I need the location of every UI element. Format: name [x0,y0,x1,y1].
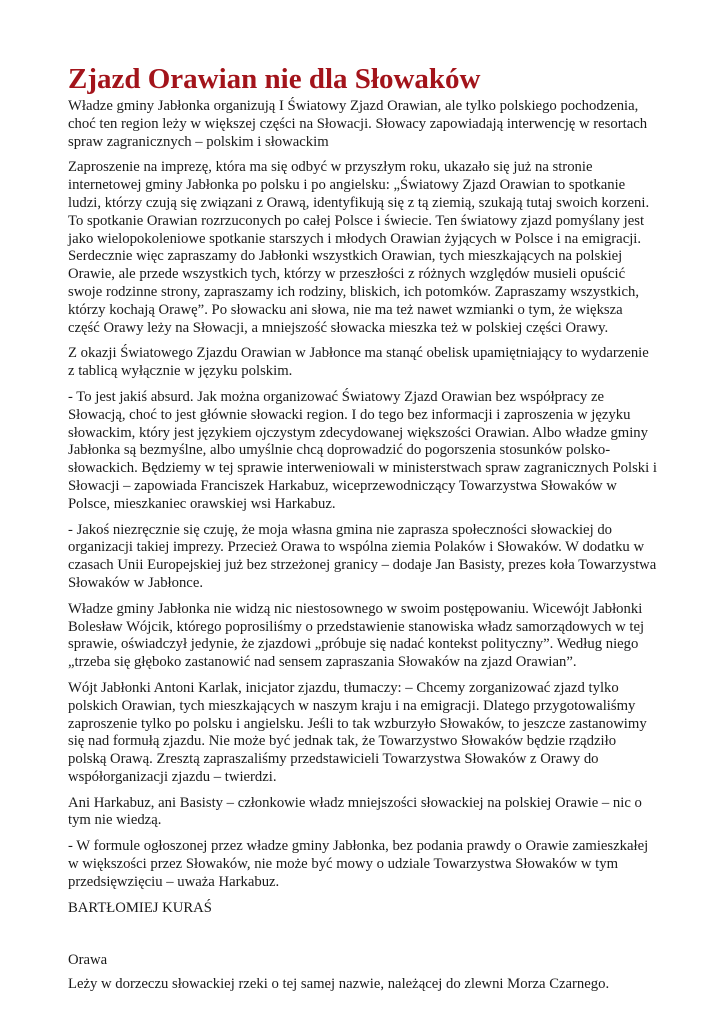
article-paragraph: - To jest jakiś absurd. Jak można organizować Światowy Zjazd Orawian bez współpracy ze Słowacją, choć to jest głównie słowacki region. I do tego bez informacji i zaproszenia w języku słowackim, który jest językiem ojczystym zdecydowanej większości Orawian. Albo władze gminy Jabłonka są bezmyślne, albo umyślnie chcą doprowadzić do pogorszenia stosunków polsko-słowackich. Będziemy w tej sprawie interweniowali w ministerstwach spraw zagranicznych Polski i Słowacji – zapowiada Franciszek Harkabuz, wiceprzewodniczący Towarzystwa Słowaków w Polsce, mieszkaniec orawskiej wsi Harkabuz. [68,388,657,512]
article-paragraph: Z okazji Światowego Zjazdu Orawian w Jabłonce ma stanąć obelisk upamiętniający to wydarzenie z tablicą wyłącznie w języku polskim. [68,345,649,380]
article-paragraph: Władze gminy Jabłonka nie widzą nic niestosownego w swoim postępowaniu. Wicewójt Jabłonki Bolesław Wójcik, którego poprosiliśmy o przedstawienie stanowiska władz samorządowych w tej sprawie, oświadczył jedynie, że zjazdowi „próbuje się nadać kontekst polityczny”. Według niego „trzeba się głęboko zastanowić nad sensem zapraszania Słowaków na zjazd Orawian”. [68,600,645,671]
article-paragraph: Wójt Jabłonki Antoni Karlak, inicjator zjazdu, tłumaczy: – Chcemy zorganizować zjazd tylko polskich Orawian, tych mieszkających w naszym kraju i na emigracji. Dlatego przygotowaliśmy zaproszenie tylko po polsku i angielsku. Jeśli to tak wzburzyło Słowaków, to jeszcze zastanowimy się nad formułą zjazdu. Nie może być jednak tak, że Towarzystwo Słowaków będzie rządziło polską Orawą. Zresztą zapraszaliśmy przedstawicieli Towarzystwa Słowaków z Orawy do współorganizacji zjazdu – twierdzi. [68,679,647,785]
section-spacer [68,925,658,952]
article-paragraph: Zaproszenie na imprezę, która ma się odbyć w przyszłym roku, ukazało się już na stronie internetowej gminy Jabłonka po polsku i po angielsku: „Światowy Zjazd Orawian to spotkanie ludzi, którzy czują się związani z Orawą, identyfikują się z tą ziemią, szukają tutaj swoich korzeni. To spotkanie Orawian rozrzuconych po całej Polsce i świecie. Ten światowy zjazd pomyślany jest jako wielopokoleniowe spotkanie starszych i młodych Orawian żyjących w Polsce i na emigracji. Serdecznie więc zapraszamy do Jabłonki wszystkich Orawian, tych mieszkających na polskiej Orawie, ale przede wszystkich tych, którzy w przeszłości z różnych względów musieli opuścić swoje rodzinne strony, zapraszamy ich rodziny, bliskich, ich potomków. Zapraszamy wszystkich, którzy kochają Orawę”. Po słowacku ani słowa, nie ma też nawet wzmianki o tym, że większa część Orawy leży na Słowacji, a mniejszość słowacka mieszka też w polskiej części Orawy. [68,159,650,336]
article [68,62,658,1002]
article-paragraph: - Jakoś niezręcznie się czuję, że moja własna gmina nie zaprasza społeczności słowackiej do organizacji takiej imprezy. Przecież Orawa to wspólna ziemia Polaków i Słowaków. W dodatku w czasach Unii Europejskiej już bez strzeżonej granicy – dodaje Jan Basisty, prezes koła Towarzystwa Słowaków w Jabłonce. [68,521,657,591]
article-lead: Władze gminy Jabłonka organizują I Światowy Zjazd Orawian, ale tylko polskiego pochodzenia, choć ten region leży w większej części na Słowacji. Słowacy zapowiadają interwencję w resortach spraw zagranicznych – polskim i słowackim [68,98,648,150]
article-paragraph: Ani Harkabuz, ani Basisty – członkowie władz mniejszości słowackiej na polskiej Orawie – nic o tym nie wiedzą. [68,794,642,829]
article-author: BARTŁOMIEJ KURAŚ [68,899,212,916]
article-paragraph: - W formule ogłoszonej przez władze gminy Jabłonka, bez podania prawdy o Orawie zamieszkałej w większości przez Słowaków, nie może być mowy o udziale Towarzystwa Słowaków w tym przedsięwzięciu – uważa Harkabuz. [68,838,649,890]
sidebar-text: Leży w dorzeczu słowackiej rzeki o tej samej nazwie, należącej do zlewni Morza Czarnego. [68,976,610,993]
sidebar-heading: Orawa [68,952,108,969]
article-title: Zjazd Orawian nie dla Słowaków [68,63,481,95]
